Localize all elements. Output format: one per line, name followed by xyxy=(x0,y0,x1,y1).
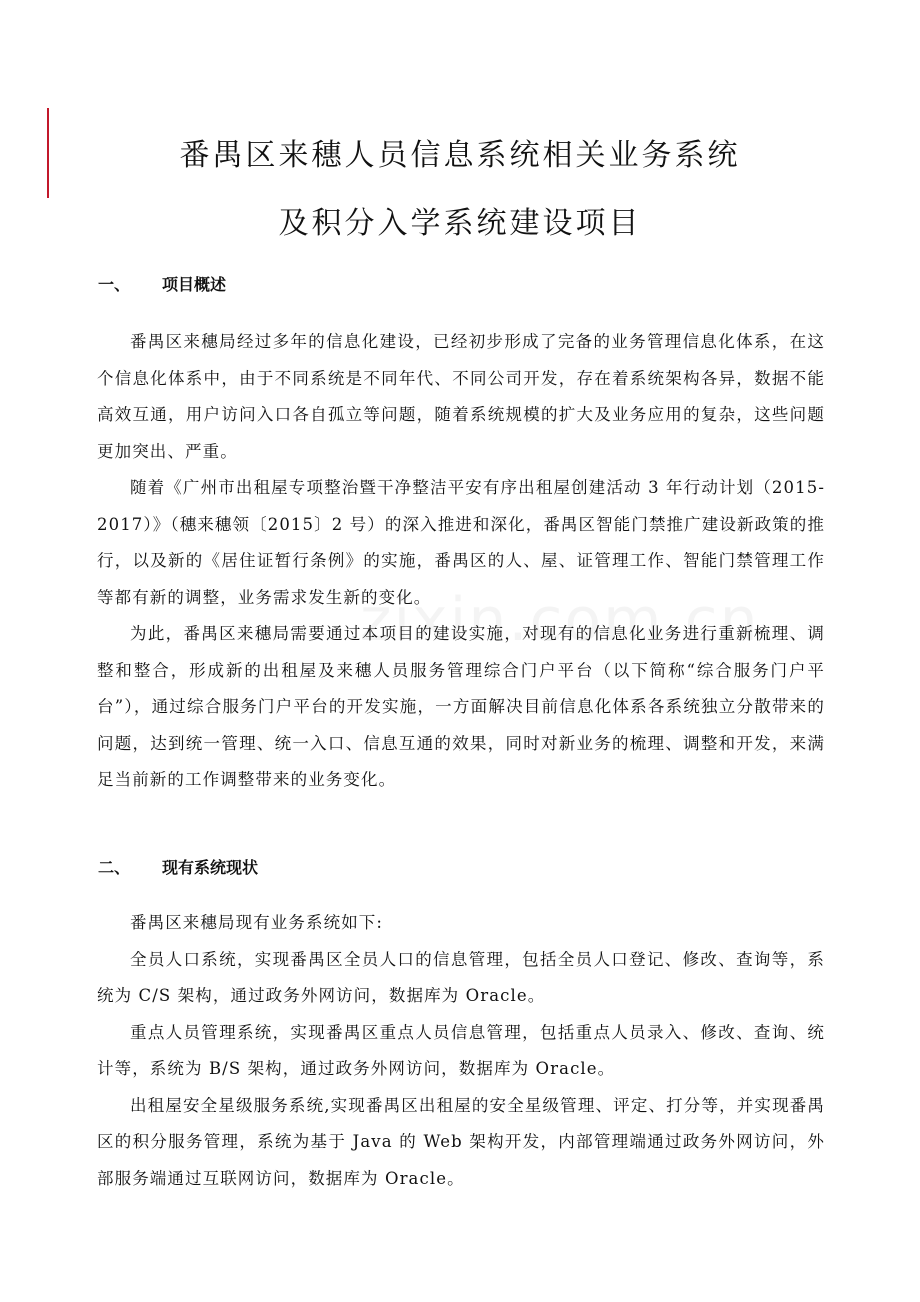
paragraph: 全员人口系统，实现番禺区全员人口的信息管理，包括全员人口登记、修改、查询等，系统为 C/S 架构，通过政务外网访问，数据库为 Oracle。 xyxy=(97,949,825,1005)
paragraph: 番禺区来穗局经过多年的信息化建设，已经初步形成了完备的业务管理信息化体系，在这个信息化体系中，由于不同系统是不同年代、不同公司开发，存在着系统架构各异，数据不能高效互通，用户访问入口各自孤立等问题，随着系统规模的扩大及业务应用的复杂，这些问题更加突出、严重。 xyxy=(97,332,825,461)
paragraph: 随着《广州市出租屋专项整治暨干净整洁平安有序出租屋创建活动 3 年行动计划（2015-2017）》（穗来穗领〔2015〕2 号）的深入推进和深化，番禺区智能门禁推广建设新政策的推行，以及新的《居住证暂行条例》的实施，番禺区的人、屋、证管理工作、智能门禁管理工作等都有新的调整，业务需求发生新的变化。 xyxy=(97,478,825,607)
section-body-current-systems xyxy=(97,905,825,1197)
section-number: 一、 xyxy=(98,275,131,294)
section-title: 现有系统现状 xyxy=(162,858,259,877)
section-heading-overview xyxy=(98,273,226,297)
document-title-line-1: 番禺区来穗人员信息系统相关业务系统 xyxy=(179,138,741,173)
paragraph: 为此，番禺区来穗局需要通过本项目的建设实施，对现有的信息化业务进行重新梳理、调整和整合，形成新的出租屋及来穗人员服务管理综合门户平台（以下简称“综合服务门户平台”），通过综合服务门户平台的开发实施，一方面解决目前信息化体系各系统独立分散带来的问题，达到统一管理、统一入口、信息互通的效果，同时对新业务的梳理、调整和开发，来满足当前新的工作调整带来的业务变化。 xyxy=(97,624,825,789)
section-number: 二、 xyxy=(98,858,131,877)
document-title-line-2: 及积分入学系统建设项目 xyxy=(278,206,642,241)
section-heading-current-systems xyxy=(98,856,258,880)
paragraph: 出租屋安全星级服务系统,实现番禺区出租屋的安全星级管理、评定、打分等，并实现番禺区的积分服务管理，系统为基于 Java 的 Web 架构开发，内部管理端通过政务外网访问，外部服务端通过互联网访问，数据库为 Oracle。 xyxy=(97,1095,825,1188)
paragraph: 番禺区来穗局现有业务系统如下: xyxy=(130,913,384,932)
section-title: 项目概述 xyxy=(162,275,227,294)
section-body-overview xyxy=(97,324,825,799)
paragraph: 重点人员管理系统，实现番禺区重点人员信息管理，包括重点人员录入、修改、查询、统计等，系统为 B/S 架构，通过政务外网访问，数据库为 Oracle。 xyxy=(97,1022,825,1078)
